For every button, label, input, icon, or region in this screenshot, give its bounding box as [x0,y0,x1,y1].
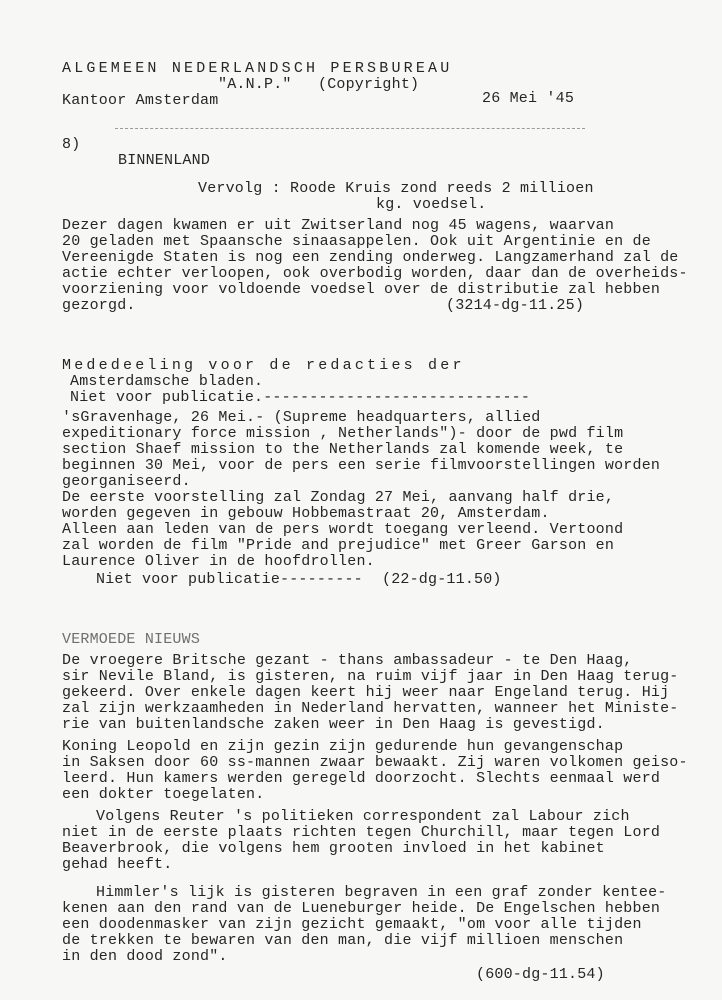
article-1-line: voorziening voor voldoende voedsel over de distributie zal hebben [62,281,661,298]
article-1-line: Dezer dagen kwamen er uit Zwitserland nog 45 wagens, waarvan [62,217,615,234]
article-2-p1-line: zal zijn werkzaamheden in Nederland hervatten, wanneer het Ministe- [62,700,679,717]
notice-code: (22-dg-11.50) [382,571,502,588]
article-2-p3-line: Beaverbrook, die volgens hem grooten invloed in het kabinet [62,840,605,857]
article-2-p2-line: een dokter toegelaten. [62,786,265,803]
article-1-line: 20 geladen met Spaansche sinaasappelen. Ook uit Argentinie en de [62,233,651,250]
article-2-code: (600-dg-11.54) [476,966,605,983]
article-2-p3-line: niet in de eerste plaats richten tegen Churchill, maar tegen Lord [62,824,661,841]
dispatch-date: 26 Mei '45 [482,90,575,107]
office-location: Kantoor Amsterdam [62,92,219,109]
article-2-p2-line: Koning Leopold en zijn gezin zijn gedurende hun gevangenschap [62,738,624,755]
article-2-p2-line: in Saksen door 60 ss-mannen zwaar bewaakt. Zij waren volkomen geiso- [62,754,688,771]
article-2-p4-line: Himmler's lijk is gisteren begraven in een graf zonder kentee- [96,884,667,901]
notice-footer: Niet voor publicatie--------- [96,571,363,588]
article-1-line: Vereenigde Staten is nog een zending onderweg. Langzamerhand zal de [62,249,679,266]
agency-name: ALGEMEEN NEDERLANDSCH PERSBUREAU [62,60,453,77]
copyright-notice: (Copyright) [318,76,420,93]
article-2-p4-line: kenen aan den rand van de Lueneburger heide. De Engelschen hebben [62,900,661,917]
notice-line: georganiseerd. [62,473,191,490]
notice-heading-line-2: Amsterdamsche bladen. [70,373,264,390]
article-2-p3-line: Volgens Reuter 's politieken correspondent zal Labour zich [96,808,630,825]
agency-abbreviation: "A.N.P." [218,76,292,93]
notice-line: Alleen aan leden van de pers wordt toegang verleend. Vertoond [62,521,624,538]
notice-line: Laurence Oliver in de hoofdrollen. [62,553,375,570]
notice-heading-line-1: Mededeeling voor de redacties der [62,357,465,374]
notice-line: section Shaef mission to the Netherlands zal komende week, te [62,441,624,458]
article-2-p1-line: gekeerd. Over enkele dagen keert hij weer naar Engeland terug. Hij [62,684,670,701]
article-2-p2-line: leerd. Hun kamers werden geregeld doorzocht. Slechts eenmaal werd [62,770,661,787]
notice-heading-line-3: Niet voor publicatie.----------------------------- [70,389,531,406]
article-2-p4-line: in den dood zond". [62,948,228,965]
article-2-p1-line: De vroegere Britsche gezant - thans ambassadeur - te Den Haag, [62,652,633,669]
notice-line: De eerste voorstelling zal Zondag 27 Mei, aanvang half drie, [62,489,615,506]
article-title-line-2: kg. voedsel. [376,196,487,213]
header-divider [115,128,585,129]
notice-line: beginnen 30 Mei, voor de pers een serie filmvoorstellingen worden [62,457,661,474]
article-title-line-1: Vervolg : Roode Kruis zond reeds 2 millioen [198,180,594,197]
notice-line: zal worden de film "Pride and prejudice" met Greer Garson en [62,537,615,554]
section-heading: BINNENLAND [118,152,211,169]
item-number: 8) [62,136,81,153]
notice-line: expeditionary force mission , Netherlands")- door de pwd film [62,425,624,442]
article-1-line: gezorgd. [62,297,136,314]
article-2-p1-line: rie van buitenlandsche zaken weer in Den Haag is gevestigd. [62,716,605,733]
notice-line: 'sGravenhage, 26 Mei.- (Supreme headquarters, allied [62,409,541,426]
article-2-p1-line: sir Nevile Bland, is gisteren, na ruim vijf jaar in Den Haag terug- [62,668,679,685]
article-2-p4-line: de trekken te bewaren van den man, die vijf millioen menschen [62,932,624,949]
article-2-p3-line: gehad heeft. [62,856,173,873]
article-2-p4-line: een doodenmasker van zijn gezicht gemaakt, "om voor alle tijden [62,916,642,933]
section-2-heading: VERMOEDE NIEUWS [62,631,201,648]
article-1-line: actie echter verloopen, ook overbodig worden, daar dan de overheids- [62,265,688,282]
article-1-code: (3214-dg-11.25) [446,297,585,314]
notice-line: worden gegeven in gebouw Hobbemastraat 20, Amsterdam. [62,505,550,522]
